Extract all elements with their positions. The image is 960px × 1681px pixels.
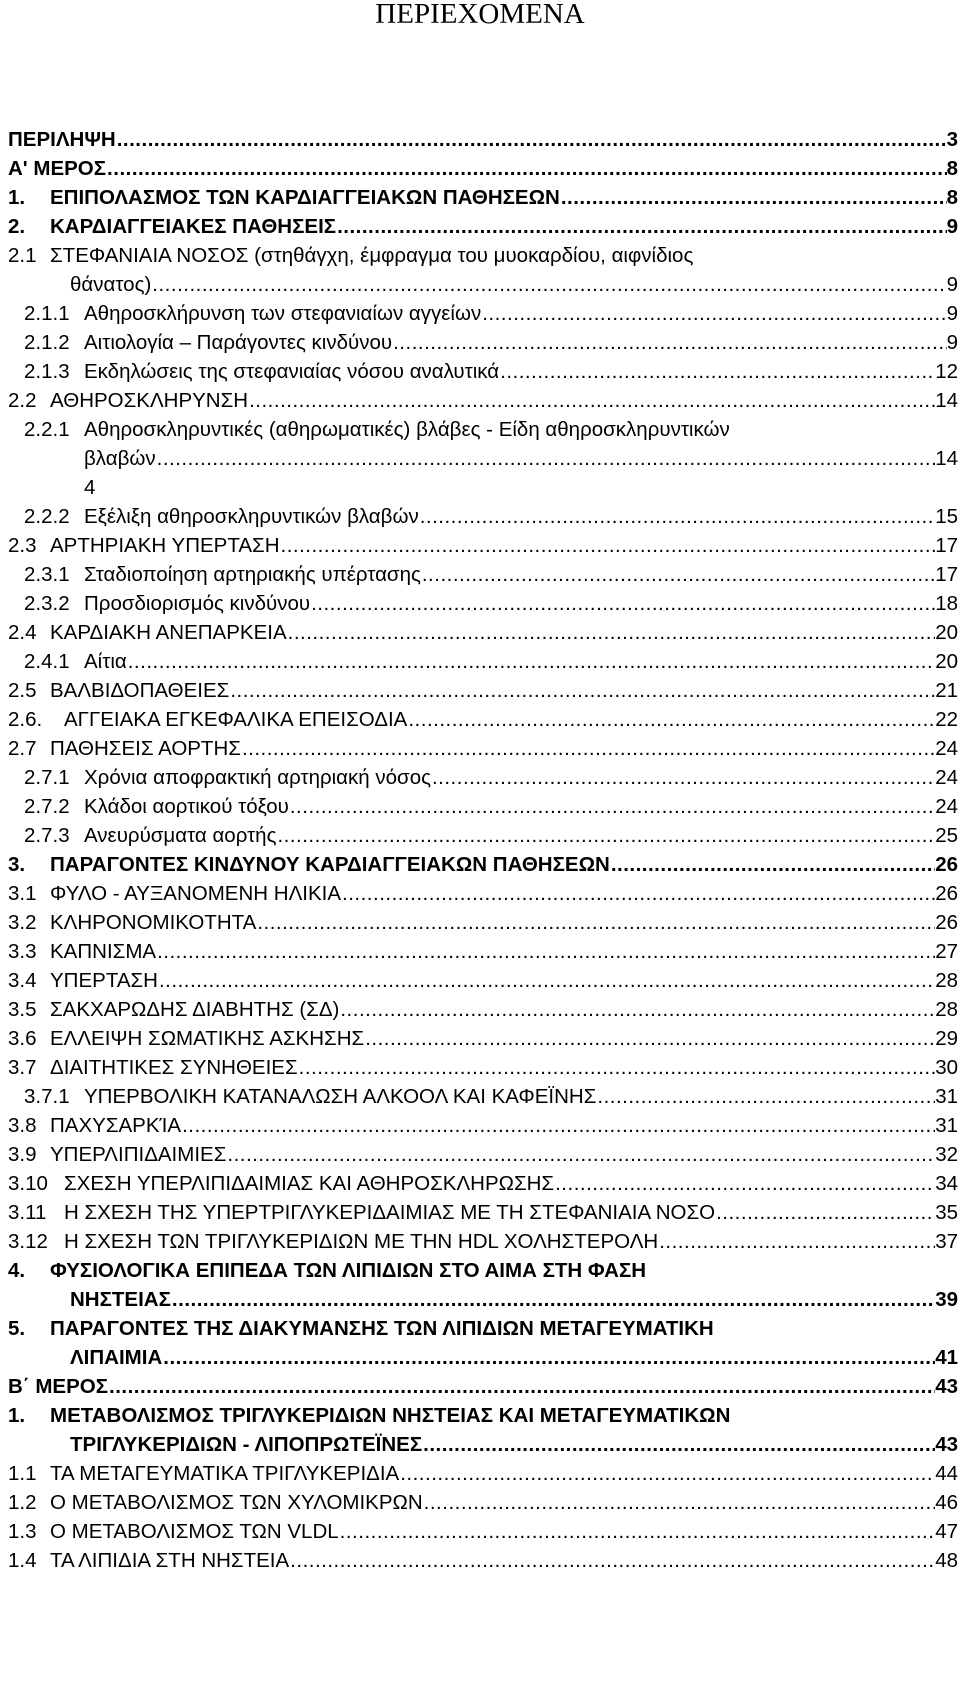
dot-leader <box>310 589 935 618</box>
toc-entry-label: ΠΑΘΗΣΕΙΣ ΑΟΡΤΗΣ <box>50 737 241 760</box>
toc-entry[interactable] <box>8 386 958 415</box>
toc-entry-label: ΑΡΤΗΡΙΑΚΗ ΥΠΕΡΤΑΣΗ <box>50 534 280 557</box>
dot-leader <box>658 1227 935 1256</box>
toc-entry-number: 3. <box>8 853 26 876</box>
toc-entry-number: 3.5 <box>8 998 37 1021</box>
toc-entry-page: 28 <box>935 998 958 1021</box>
toc-entry-number: 2.6. <box>8 708 43 731</box>
toc-entry[interactable] <box>8 995 958 1024</box>
toc-entry[interactable] <box>8 676 958 705</box>
toc-entry-page: 20 <box>935 621 958 644</box>
toc-entry-page: 24 <box>935 766 958 789</box>
toc-entry-number: 2.3.2 <box>24 592 70 615</box>
dot-leader <box>229 676 935 705</box>
toc-entry-label: Αθηροσκληρυντικές (αθηρωματικές) βλάβες - Είδη αθηροσκληρυντικών <box>84 418 730 441</box>
dot-leader <box>171 1285 935 1314</box>
toc-entry-label: Αιτιολογία – Παράγοντες κινδύνου <box>84 331 393 354</box>
toc-entry-page: 37 <box>935 1230 958 1253</box>
toc-entry-number: 2.7.3 <box>24 824 70 847</box>
toc-entry-page: 12 <box>935 360 958 383</box>
toc-entry-number: 2.7.1 <box>24 766 70 789</box>
toc-entry-label: ΣΤΕΦΑΝΙΑΙΑ ΝΟΣΟΣ (στηθάγχη, έμφραγμα του μυοκαρδίου, αιφνίδιος <box>50 244 694 267</box>
toc-entry-number: 1.4 <box>8 1549 37 1572</box>
toc-entry-number: 3.11 <box>8 1201 47 1224</box>
toc-entry-number: 3.4 <box>8 969 37 992</box>
page-title: ΠΕΡΙΕΧΟΜΕΝΑ <box>375 0 585 30</box>
toc-entry-number: 3.1 <box>8 882 37 905</box>
toc-entry-number: 2.3 <box>8 534 37 557</box>
toc-entry-label: Αθηροσκλήρυνση των στεφανιαίων αγγείων <box>84 302 482 325</box>
toc-entry[interactable] <box>8 1459 958 1488</box>
toc-entry-number: 2.1 <box>8 244 37 267</box>
toc-entry-label: Α' ΜΕΡΟΣ <box>8 157 107 180</box>
toc-entry-page: 3 <box>946 128 958 151</box>
toc-entry[interactable] <box>8 154 958 183</box>
toc-entry-number: 1.3 <box>8 1520 37 1543</box>
toc-entry-label: θάνατος) <box>70 273 152 296</box>
dot-leader <box>241 734 935 763</box>
dot-leader <box>298 1053 936 1082</box>
toc-entry-number: 2.1.3 <box>24 360 70 383</box>
toc-entry-number: 3.2 <box>8 911 37 934</box>
toc-entry-number: 1. <box>8 1404 26 1427</box>
dot-leader <box>421 560 935 589</box>
toc-entry[interactable] <box>8 328 958 357</box>
toc-entry[interactable] <box>8 560 958 589</box>
toc-entry-page: 25 <box>935 824 958 847</box>
toc-entry-page: 43 <box>935 1433 958 1456</box>
toc-entry-page: 18 <box>935 592 958 615</box>
toc-entry-page: 17 <box>935 534 958 557</box>
toc-entry[interactable] <box>8 647 958 676</box>
toc-entry-label: Προσδιορισμός κινδύνου <box>84 592 311 615</box>
toc-entry[interactable] <box>8 850 958 879</box>
toc-entry-number: 2.4 <box>8 621 37 644</box>
toc-entry-page: 14 <box>935 389 958 412</box>
toc-entry-label: ΦΥΛΟ - ΑΥΞΑΝΟΜΕΝΗ ΗΛΙΚΙΑ <box>50 882 342 905</box>
toc-entry[interactable] <box>8 357 958 386</box>
toc-entry-label: ΛΙΠΑΙΜΙΑ <box>70 1346 163 1369</box>
toc-entry[interactable] <box>8 879 958 908</box>
toc-entry[interactable] <box>8 241 958 270</box>
toc-entry[interactable] <box>8 1372 958 1401</box>
dot-leader <box>407 705 935 734</box>
toc-entry-page: 26 <box>935 853 958 876</box>
toc-entry-number: 4. <box>8 1259 26 1282</box>
toc-entry-label: ΤΡΙΓΛΥΚΕΡΙΔΙΩΝ - ΛΙΠΟΠΡΩΤΕΪΝΕΣ <box>70 1433 423 1456</box>
dot-leader <box>364 1024 935 1053</box>
dot-leader <box>423 1488 936 1517</box>
dot-leader <box>226 1140 935 1169</box>
toc-entry-label: Η ΣΧΕΣΗ ΤΗΣ ΥΠΕΡΤΡΙΓΛΥΚΕΡΙΔΑΙΜΙΑΣ ΜΕ ΤΗ ΣΤΕΦΑΝΙΑΙΑ ΝΟΣΟ <box>64 1201 716 1224</box>
toc-entry[interactable] <box>8 1256 958 1285</box>
dot-leader <box>339 1517 936 1546</box>
toc-entry-page: 43 <box>935 1375 958 1398</box>
toc-entry[interactable] <box>8 1169 958 1198</box>
dot-leader <box>156 444 936 473</box>
toc-entry[interactable] <box>8 966 958 995</box>
dot-leader <box>399 1459 935 1488</box>
toc-entry-page: 34 <box>935 1172 958 1195</box>
dot-leader <box>106 154 947 183</box>
dot-leader <box>248 386 935 415</box>
toc-entry-number: 3.12 <box>8 1230 48 1253</box>
toc-entry-label: ΚΛΗΡΟΝΟΜΙΚΟΤΗΤΑ <box>50 911 257 934</box>
toc-entry-page: 26 <box>935 911 958 934</box>
dot-leader <box>276 821 935 850</box>
toc-entry-label: Ο ΜΕΤΑΒΟΛΙΣΜΟΣ ΤΩΝ ΧΥΛΟΜΙΚΡΩΝ <box>50 1491 423 1514</box>
toc-entry[interactable] <box>8 1314 958 1343</box>
toc-entry[interactable] <box>8 444 958 473</box>
toc-entry-label: Χρόνια αποφρακτική αρτηριακή νόσος <box>84 766 431 789</box>
toc-entry-page: 26 <box>935 882 958 905</box>
toc-entry[interactable] <box>8 908 958 937</box>
toc-entry-page: 30 <box>935 1056 958 1079</box>
toc-entry-label: βλαβών <box>84 447 156 470</box>
toc-entry-number: 1.2 <box>8 1491 37 1514</box>
toc-entry[interactable] <box>8 1285 958 1314</box>
dot-leader <box>287 618 936 647</box>
dot-leader <box>392 328 946 357</box>
toc-entry[interactable] <box>8 1430 958 1459</box>
dot-leader <box>116 125 947 154</box>
toc-entry-number: 2.2 <box>8 389 37 412</box>
toc-entry-label: Σταδιοποίηση αρτηριακής υπέρτασης <box>84 563 421 586</box>
toc-entry-label: Η ΣΧΕΣΗ ΤΩΝ ΤΡΙΓΛΥΚΕΡΙΔΙΩΝ ΜΕ ΤΗΝ HDL ΧΟΛΗΣΤΕΡΟΛΗ <box>64 1230 659 1253</box>
dot-leader <box>610 850 935 879</box>
toc-entry[interactable] <box>8 1343 958 1372</box>
toc-entry-page: 31 <box>935 1114 958 1137</box>
toc-entry-label: ΥΠΕΡΤΑΣΗ <box>50 969 158 992</box>
toc-entry-page: 29 <box>935 1027 958 1050</box>
toc-entry[interactable] <box>8 270 958 299</box>
toc-entry[interactable] <box>8 183 958 212</box>
toc-entry-page: 35 <box>935 1201 958 1224</box>
dot-leader <box>481 299 946 328</box>
toc-entry-label: Ο ΜΕΤΑΒΟΛΙΣΜΟΣ ΤΩΝ VLDL <box>50 1520 339 1543</box>
dot-leader <box>162 1343 935 1372</box>
toc-entry[interactable] <box>8 1198 958 1227</box>
toc-entry-page: 27 <box>935 940 958 963</box>
toc-entry-label: ΣΧΕΣΗ ΥΠΕΡΛΙΠΙΔΑΙΜΙΑΣ ΚΑΙ ΑΘΗΡΟΣΚΛΗΡΩΣΗΣ <box>64 1172 555 1195</box>
toc-entry[interactable] <box>8 1024 958 1053</box>
dot-leader <box>499 357 935 386</box>
toc-entry-label: ΠΑΧΥΣΑΡΚΊΑ <box>50 1114 182 1137</box>
toc-entry-label: 4 <box>84 476 96 499</box>
dot-leader <box>431 763 935 792</box>
toc-entry-number: 2.3.1 <box>24 563 70 586</box>
toc-entry-label: ΑΓΓΕΙΑΚΑ ΕΓΚΕΦΑΛΙΚΑ ΕΠΕΙΣΟΔΙΑ <box>64 708 408 731</box>
toc-entry-page: 28 <box>935 969 958 992</box>
toc-entry-label: Ανευρύσματα αορτής <box>84 824 277 847</box>
toc-entry[interactable] <box>8 821 958 850</box>
toc-entry[interactable] <box>8 734 958 763</box>
dot-leader <box>158 966 935 995</box>
dot-leader <box>256 908 935 937</box>
toc-entry[interactable] <box>8 212 958 241</box>
toc-entry-page: 15 <box>935 505 958 528</box>
toc-entry-label: ΔΙΑΙΤΗΤΙΚΕΣ ΣΥΝΗΘΕΙΕΣ <box>50 1056 298 1079</box>
toc-entry[interactable] <box>8 473 958 502</box>
toc-entry[interactable] <box>8 299 958 328</box>
dot-leader <box>419 502 935 531</box>
toc-entry-label: ΚΑΡΔΙΑΓΓΕΙΑΚΕΣ ΠΑΘΗΣΕΙΣ <box>50 215 337 238</box>
toc-entry-label: ΠΑΡΑΓΟΝΤΕΣ ΤΗΣ ΔΙΑΚΥΜΑΝΣΗΣ ΤΩΝ ΛΙΠΙΔΙΩΝ ΜΕΤΑΓΕΥΜΑΤΙΚΗ <box>50 1317 714 1340</box>
toc-entry-page: 8 <box>946 186 958 209</box>
toc-entry[interactable] <box>8 763 958 792</box>
dot-leader <box>280 531 936 560</box>
toc-entry[interactable] <box>8 1401 958 1430</box>
toc-entry-number: 3.10 <box>8 1172 48 1195</box>
toc-entry-label: Αίτια <box>84 650 127 673</box>
toc-entry-label: ΦΥΣΙΟΛΟΓΙΚΑ ΕΠΙΠΕΔΑ ΤΩΝ ΛΙΠΙΔΙΩΝ ΣΤΟ ΑΙΜΑ ΣΤΗ ΦΑΣΗ <box>50 1259 647 1282</box>
dot-leader <box>560 183 947 212</box>
toc-entry-page: 21 <box>935 679 958 702</box>
toc-entry[interactable] <box>8 1111 958 1140</box>
toc-entry-number: 2.1.1 <box>24 302 70 325</box>
toc-entry-page: 24 <box>935 795 958 818</box>
toc-entry-page: 17 <box>935 563 958 586</box>
toc-entry-page: 24 <box>935 737 958 760</box>
toc-entry-label: Β΄ ΜΕΡΟΣ <box>8 1375 108 1398</box>
toc-entry-page: 22 <box>935 708 958 731</box>
toc-entry-label: ΥΠΕΡΛΙΠΙΔΑΙΜΙΕΣ <box>50 1143 227 1166</box>
table-of-contents <box>8 125 958 1575</box>
toc-entry-label: ΜΕΤΑΒΟΛΙΣΜΟΣ ΤΡΙΓΛΥΚΕΡΙΔΙΩΝ ΝΗΣΤΕΙΑΣ ΚΑΙ ΜΕΤΑΓΕΥΜΑΤΙΚΩΝ <box>50 1404 731 1427</box>
toc-entry[interactable] <box>8 1053 958 1082</box>
toc-entry-number: 3.7.1 <box>24 1085 70 1108</box>
toc-entry[interactable] <box>8 1517 958 1546</box>
dot-leader <box>341 879 935 908</box>
toc-entry[interactable] <box>8 415 958 444</box>
dot-leader <box>156 937 935 966</box>
toc-entry[interactable] <box>8 502 958 531</box>
dot-leader <box>422 1430 935 1459</box>
toc-entry-label: ΑΘΗΡΟΣΚΛΗΡΥΝΣΗ <box>50 389 249 412</box>
toc-entry-label: ΠΕΡΙΛΗΨΗ <box>8 128 116 151</box>
toc-entry-number: 2.5 <box>8 679 37 702</box>
toc-entry-page: 9 <box>946 331 958 354</box>
toc-entry[interactable] <box>8 1140 958 1169</box>
toc-entry[interactable] <box>8 618 958 647</box>
toc-entry-number: 5. <box>8 1317 26 1340</box>
toc-entry-number: 2. <box>8 215 26 238</box>
dot-leader <box>339 995 935 1024</box>
toc-entry[interactable] <box>8 705 958 734</box>
toc-entry[interactable] <box>8 125 958 154</box>
toc-entry-number: 1.1 <box>8 1462 37 1485</box>
toc-entry-label: ΤΑ ΛΙΠΙΔΙΑ ΣΤΗ ΝΗΣΤΕΙΑ <box>50 1549 290 1572</box>
dot-leader <box>181 1111 935 1140</box>
dot-leader <box>108 1372 935 1401</box>
toc-entry-label: ΕΛΛΕΙΨΗ ΣΩΜΑΤΙΚΗΣ ΑΣΚΗΣΗΣ <box>50 1027 365 1050</box>
toc-entry[interactable] <box>8 589 958 618</box>
dot-leader <box>336 212 947 241</box>
toc-entry[interactable] <box>8 1546 958 1575</box>
toc-entry-number: 2.2.2 <box>24 505 70 528</box>
toc-entry-number: 2.7.2 <box>24 795 70 818</box>
toc-entry[interactable] <box>8 531 958 560</box>
dot-leader <box>715 1198 935 1227</box>
toc-entry-page: 39 <box>935 1288 958 1311</box>
toc-entry-page: 8 <box>946 157 958 180</box>
toc-entry[interactable] <box>8 937 958 966</box>
toc-entry-label: ΕΠΙΠΟΛΑΣΜΟΣ ΤΩΝ ΚΑΡΔΙΑΓΓΕΙΑΚΩΝ ΠΑΘΗΣΕΩΝ <box>50 186 560 209</box>
dot-leader <box>596 1082 935 1111</box>
toc-entry-page: 20 <box>935 650 958 673</box>
toc-entry-page: 44 <box>935 1462 958 1485</box>
toc-entry-number: 2.2.1 <box>24 418 70 441</box>
toc-entry-page: 31 <box>935 1085 958 1108</box>
toc-entry[interactable] <box>8 792 958 821</box>
dot-leader <box>127 647 935 676</box>
toc-entry-page: 9 <box>946 215 958 238</box>
toc-entry-page: 41 <box>935 1346 958 1369</box>
toc-entry-label: ΤΑ ΜΕΤΑΓΕΥΜΑΤΙΚΑ ΤΡΙΓΛΥΚΕΡΙΔΙΑ <box>50 1462 400 1485</box>
toc-entry-label: ΚΑΠΝΙΣΜΑ <box>50 940 157 963</box>
toc-entry-number: 3.3 <box>8 940 37 963</box>
dot-leader <box>289 792 935 821</box>
toc-entry-number: 3.8 <box>8 1114 37 1137</box>
toc-entry-label: Εξέλιξη αθηροσκληρυντικών βλαβών <box>84 505 419 528</box>
toc-entry-page: 47 <box>935 1520 958 1543</box>
toc-entry-number: 3.7 <box>8 1056 37 1079</box>
toc-entry-page: 46 <box>935 1491 958 1514</box>
toc-entry-label: Εκδηλώσεις της στεφανιαίας νόσου αναλυτικά <box>84 360 500 383</box>
dot-leader <box>289 1546 935 1575</box>
toc-entry-label: ΠΑΡΑΓΟΝΤΕΣ ΚΙΝΔΥΝΟΥ ΚΑΡΔΙΑΓΓΕΙΑΚΩΝ ΠΑΘΗΣΕΩΝ <box>50 853 610 876</box>
toc-entry-label: ΥΠΕΡΒΟΛΙΚΗ ΚΑΤΑΝΑΛΩΣΗ ΑΛΚΟΟΛ ΚΑΙ ΚΑΦΕΪΝΗΣ <box>84 1085 597 1108</box>
toc-entry-number: 2.1.2 <box>24 331 70 354</box>
toc-entry-page: 14 <box>935 447 958 470</box>
toc-entry-page: 9 <box>946 302 958 325</box>
toc-entry-number: 3.6 <box>8 1027 37 1050</box>
toc-entry[interactable] <box>8 1227 958 1256</box>
toc-entry-page: 32 <box>935 1143 958 1166</box>
toc-entry-number: 2.7 <box>8 737 37 760</box>
toc-entry-label: ΚΑΡΔΙΑΚΗ ΑΝΕΠΑΡΚΕΙΑ <box>50 621 287 644</box>
toc-entry-label: ΒΑΛΒΙΔΟΠΑΘΕΙΕΣ <box>50 679 230 702</box>
dot-leader <box>554 1169 935 1198</box>
toc-entry[interactable] <box>8 1082 958 1111</box>
toc-entry-number: 2.4.1 <box>24 650 70 673</box>
toc-entry-page: 48 <box>935 1549 958 1572</box>
toc-entry-label: ΣΑΚΧΑΡΩΔΗΣ ΔΙΑΒΗΤΗΣ (ΣΔ) <box>50 998 340 1021</box>
toc-entry-page: 9 <box>946 273 958 296</box>
toc-entry[interactable] <box>8 1488 958 1517</box>
toc-entry-label: ΝΗΣΤΕΙΑΣ <box>70 1288 171 1311</box>
toc-entry-number: 1. <box>8 186 26 209</box>
dot-leader <box>151 270 946 299</box>
toc-entry-number: 3.9 <box>8 1143 37 1166</box>
toc-entry-label: Κλάδοι αορτικού τόξου <box>84 795 289 818</box>
